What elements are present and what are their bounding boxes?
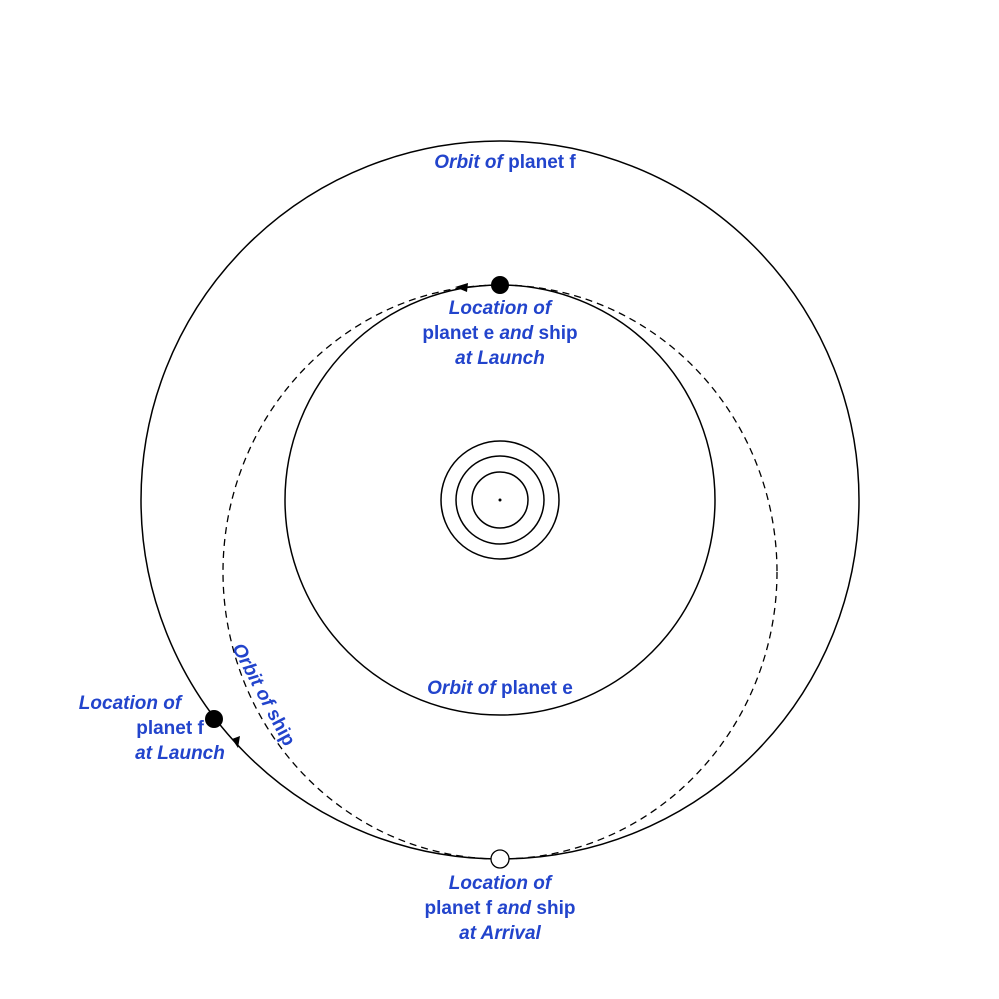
label-arrival-line1: Location of <box>448 873 552 894</box>
label-arrival-line2 <box>390 896 610 921</box>
label-launch-e-line1: Location of <box>448 298 552 319</box>
label-orbit-planet-f-italic: Orbit of <box>434 152 503 173</box>
label-orbit-planet-f-bold: planet f <box>508 152 576 173</box>
arrow-ship-direction <box>455 283 468 292</box>
label-launch-e-line3: at Launch <box>455 348 545 369</box>
label-orbit-planet-e <box>390 676 610 701</box>
label-launch-e-and: and <box>499 323 534 344</box>
star <box>499 499 502 502</box>
label-launch-planet-f <box>60 691 240 766</box>
label-launch-f-line2: planet f <box>136 718 204 739</box>
label-launch-e-planet: planet e <box>422 323 495 344</box>
label-arrival-and: and <box>497 898 532 919</box>
label-arrival <box>390 871 610 946</box>
label-launch-planet-e <box>390 296 610 371</box>
label-launch-e-ship: ship <box>538 323 578 344</box>
label-orbit-ship-italic: Orbit of <box>227 640 279 711</box>
label-launch-e-line2 <box>390 321 610 346</box>
label-launch-f-line3: at Launch <box>135 743 225 764</box>
label-launch-f-line1: Location of <box>78 693 182 714</box>
label-orbit-planet-e-italic: Orbit of <box>427 678 496 699</box>
label-orbit-planet-e-bold: planet e <box>501 678 573 699</box>
label-orbit-ship-bold: ship <box>262 705 300 750</box>
label-arrival-line3: at Arrival <box>459 923 541 944</box>
planet-e-at-launch <box>491 276 509 294</box>
orbit-ship <box>223 285 777 859</box>
label-arrival-planet: planet f <box>424 898 493 919</box>
planet-f-at-arrival <box>491 850 509 868</box>
label-orbit-planet-f <box>390 150 620 175</box>
label-arrival-ship: ship <box>536 898 576 919</box>
